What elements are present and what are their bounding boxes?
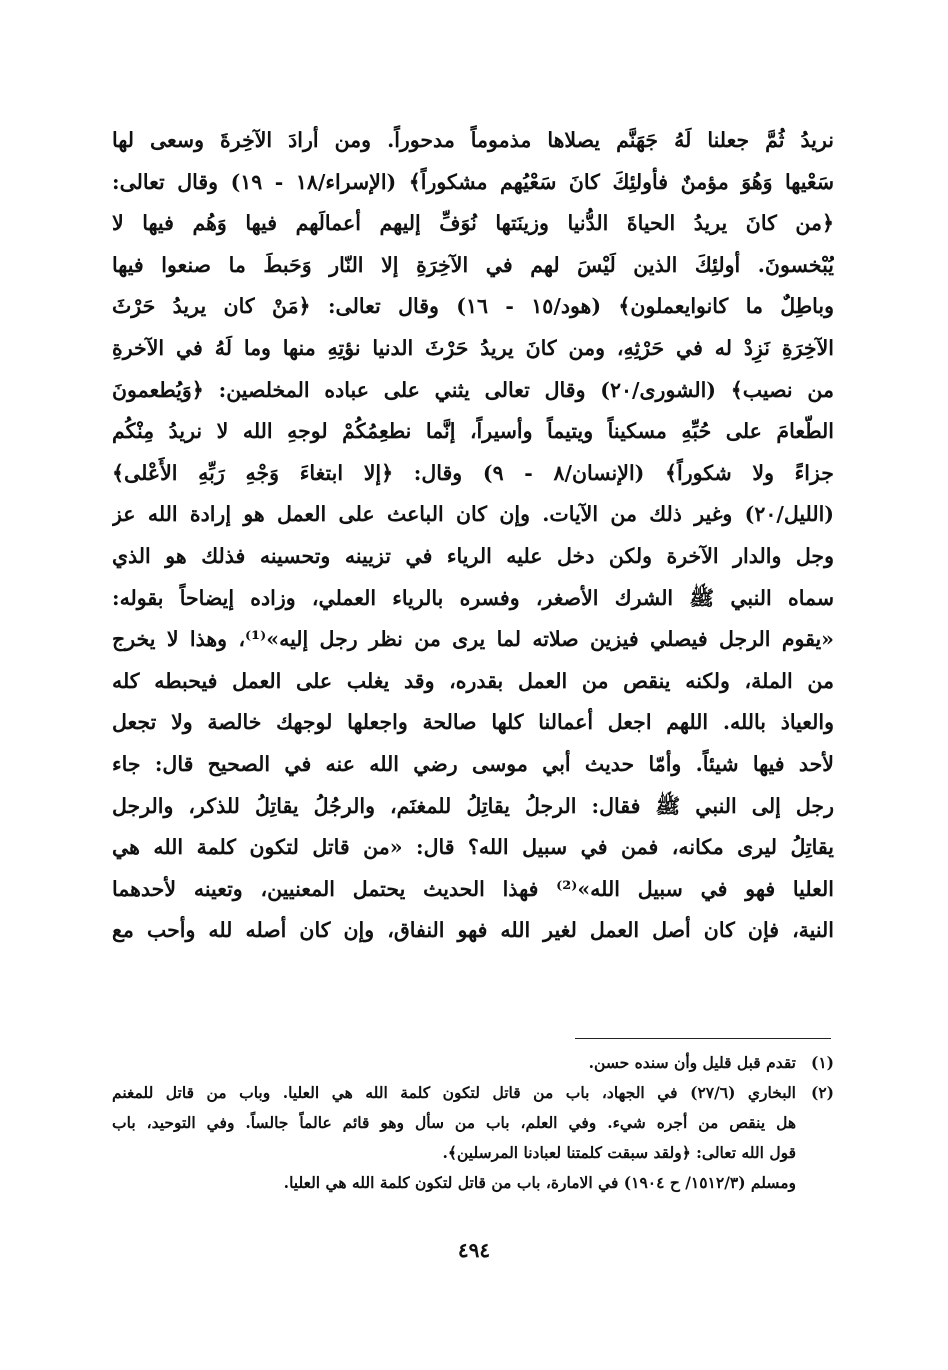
footnote-text: البخاري (٢٧/٦) في الجهاد، باب من قاتل لتكون كلمة الله هي العليا. وباب من قاتل للمغنم — [112, 1083, 796, 1102]
text-line: من نصيب﴾ (الشورى/٢٠) وقال تعالى يثني على عباده المخلصين: ﴿وَيُطعمونَ — [112, 377, 834, 402]
text-line: سماه النبي ﷺ الشرك الأصغر، وفسره بالرياء العملي، وزاده إيضاحاً بقوله: — [112, 585, 834, 610]
footnote-2-continued: قول الله تعالى: ﴿ولقد سبقت كلمتنا لعبادنا المرسلين﴾. — [442, 1143, 796, 1162]
footnote-2-continued: ومسلم (١٥١٢/٣/ ح ١٩٠٤) في الامارة، باب من قاتل لتكون كلمة الله هي العليا. — [283, 1173, 796, 1192]
page-number: ٤٩٤ — [457, 1238, 491, 1262]
text-line: يقاتِلُ ليرى مكانه، فمن في سبيل الله؟ قال: «من قاتل لتكون كلمة الله هي — [112, 835, 834, 860]
footnote-2-continued: هل ينقص من أجره شيء. وفي العلم، باب من سأل وهو قائم عالماً جالساً. وفي التوحيد، باب — [112, 1113, 796, 1132]
text-line: يُبْخسونَ. أولئِكَ الذين لَيْسَ لهم في الآخِرَةِ إلا النّار وَحَبطَ ما صنعوا فيها — [112, 252, 834, 277]
text-line: سَعْيها وَهُوَ مؤمنٌ فأولئِكَ كانَ سَعْيُهم مشكوراً﴾ (الإسراء/١٨ - ١٩) وقال تعالى: — [112, 169, 834, 194]
text-line: من الملة، ولكنه ينقص من العمل بقدره، وقد يغلب على العمل فيحبطه كله — [112, 668, 834, 693]
text-line: جزاءً ولا شكوراً﴾ (الإنسان/٨ - ٩) وقال: ﴿إلا ابتغاءَ وَجْهِ رَبِّهِ الأَعْلى﴾ — [112, 460, 834, 485]
footnote-2 — [112, 1078, 834, 1108]
text-line: النية، فإن كان أصل العمل لغير الله فهو النفاق، وإن كان أصله لله وأحب مع — [112, 918, 834, 943]
text-line: الآخِرَةِ نَزِدْ له في حَرْثِهِ، ومن كانَ يريدُ حَرْثَ الدنيا نؤتِهِ منها وما لَهُ في الآخرةِ — [112, 335, 834, 360]
footnotes — [112, 1048, 834, 1198]
footnote-1 — [112, 1048, 834, 1078]
text-line: «يقوم الرجل فيصلي فيزين صلاته لما يرى من نظر رجل إليه»⁽¹⁾، وهذا لا يخرج — [112, 627, 834, 652]
footnote-number: (٢) — [810, 1083, 834, 1102]
text-line: نريدُ ثُمَّ جعلنا لَهُ جَهَنَّم يصلاها مذموماً مدحوراً. ومن أرادَ الآخِرةَ وسعى لها — [112, 128, 834, 152]
text-line: وجل والدار الآخرة ولكن دخل عليه الرياء في تزيينه وتحسينه فذلك هو الذي — [112, 543, 834, 568]
footnote-divider — [575, 1038, 831, 1039]
text-line: العليا فهو في سبيل الله»⁽²⁾ فهذا الحديث يحتمل المعنيين، وتعينه لأحدهما — [112, 876, 834, 901]
text-line: ﴿من كانَ يريدُ الحياةَ الدُّنيا وزينَتها نُوَفِّ إليهم أعمالَهم فيها وَهُم فيها لا — [112, 211, 834, 236]
footnote-text: تقدم قبل قليل وأن سنده حسن. — [588, 1053, 796, 1072]
text-line: الطّعامَ على حُبِّهِ مسكيناً ويتيماً وأسيراً، إنَّما نطعِمُكُمْ لوجهِ الله لا نريدُ مِنْكُم — [112, 419, 834, 444]
text-line: لأحد فيها شيئاً. وأمّا حديث أبي موسى رضي الله عنه في الصحيح قال: جاء — [112, 751, 834, 776]
text-line: وباطِلٌ ما كانوايعملون﴾ (هود/١٥ - ١٦) وقال تعالى: ﴿مَنْ كان يريدُ حَرْثَ — [112, 294, 834, 319]
text-line: (الليل/٢٠) وغير ذلك من الآيات. وإن كان الباعث على العمل هو إرادة الله عز — [112, 502, 834, 527]
text-line: والعياذ بالله. اللهم اجعل أعمالنا كلها صالحة واجعلها لوجهك خالصة ولا تجعل — [112, 710, 834, 735]
text-line: رجل إلى النبي ﷺ فقال: الرجلُ يقاتِلُ للمغنَم، والرجُلُ يقاتِلُ للذكر، والرجل — [112, 793, 834, 818]
main-text — [112, 120, 834, 952]
footnote-number: (١) — [810, 1053, 834, 1072]
